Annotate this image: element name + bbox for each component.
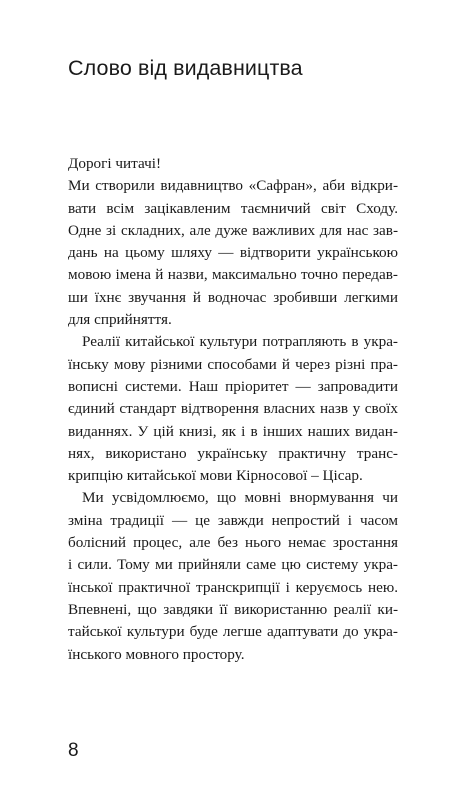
section-heading: Слово від видавництва xyxy=(68,56,303,80)
text-line: вописні системи. Наш пріоритет — запровадити xyxy=(68,377,398,395)
text-line: для сприйняття. xyxy=(68,311,172,329)
text-line: ши їхнє звучання й водночас зробивши легкими xyxy=(68,288,398,306)
text-line: єдиний стандарт відтворення власних назв у своїх xyxy=(68,400,398,418)
text-line: Впевнені, що завдяки її використанню реалії ки- xyxy=(68,600,398,618)
text-line: Ми усвідомлюємо, що мовні внормування чи xyxy=(82,489,398,507)
text-line: болісний процес, але без нього немає зростання xyxy=(68,534,398,552)
text-line: тайської культури буде легше адаптувати до укра- xyxy=(68,623,398,641)
text-line: їнського мовного простору. xyxy=(68,645,245,663)
text-line: мовою імена й назви, максимально точно передав- xyxy=(68,266,398,284)
text-line: і сили. Тому ми прийняли саме цю систему укра- xyxy=(68,556,398,574)
text-line: Ми створили видавництво «Сафран», аби відкри- xyxy=(68,177,398,195)
text-line: вати всім зацікавленим таємничий світ Сходу. xyxy=(68,199,398,217)
text-line: Одне зі складних, але дуже важливих для нас зав- xyxy=(68,221,398,239)
text-line: нях, використано українську практичну транс- xyxy=(68,444,398,462)
text-line: їнську мову різними способами й через різні пра- xyxy=(68,355,398,373)
text-line: Реалії китайської культури потрапляють в укра- xyxy=(82,333,398,351)
body-text xyxy=(68,153,398,666)
text-line: Дорогі читачі! xyxy=(68,155,162,172)
page-number: 8 xyxy=(68,740,79,761)
text-line: зміна традиції — це завжди непростий і часом xyxy=(68,511,398,529)
text-line: виданнях. У цій книзі, як і в інших наших видан- xyxy=(68,422,398,440)
text-line: дань на цьому шляху — відтворити українською xyxy=(68,244,398,262)
text-line: їнської практичної транскрипції і керуємось нею. xyxy=(68,578,398,596)
text-line: крипцію китайської мови Кірносової – Цісар. xyxy=(68,467,363,485)
